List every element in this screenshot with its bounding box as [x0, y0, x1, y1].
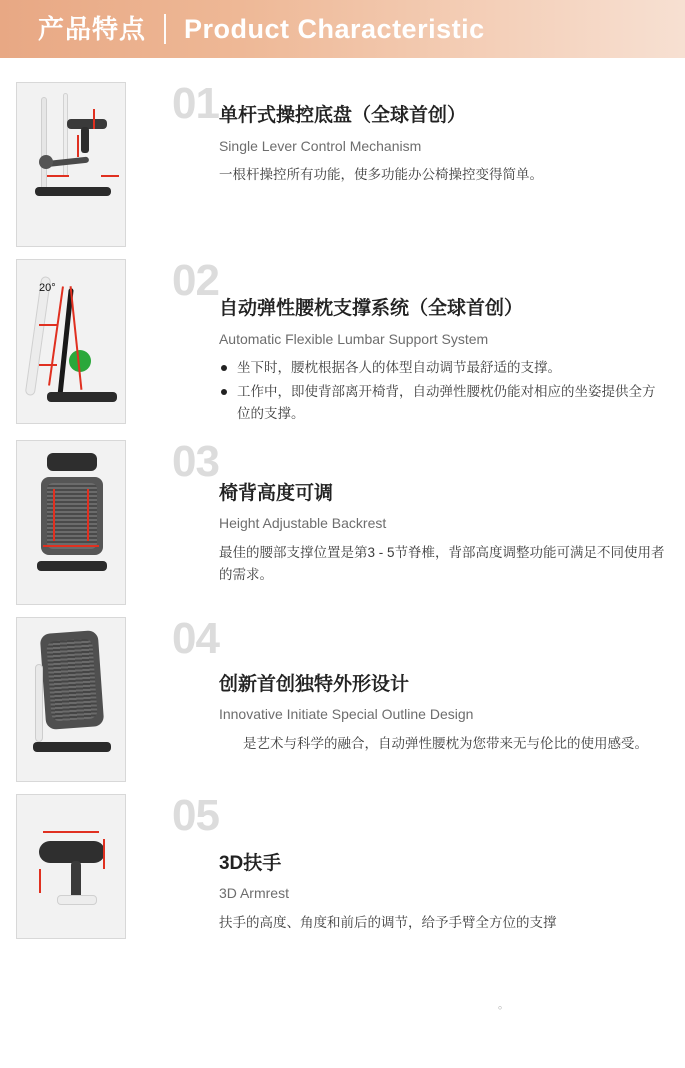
feature-row-03: [0, 436, 685, 605]
chair-illustration-icon: [17, 83, 125, 246]
feature-text-03: [219, 440, 667, 586]
chair-illustration-icon: [17, 618, 125, 781]
feature-row-04: [0, 613, 685, 782]
feature-title-en-02: Automatic Flexible Lumbar Support System: [218, 330, 489, 347]
feature-image-05: [16, 794, 126, 939]
feature-number-01: 01: [172, 79, 219, 128]
feature-text-04: [219, 617, 667, 755]
feature-title-cn-02: 自动弹性腰枕支撑系统（全球首创）: [218, 298, 523, 319]
feature-title-en-05: 3D Armrest: [218, 885, 289, 902]
feature-number-05: 05: [172, 790, 219, 840]
feature-text-01: [219, 82, 667, 186]
feature-image-03: [16, 440, 126, 605]
feature-desc-05: 扶手的高度、角度和前后的调节，给予手臂全方位的支撑: [218, 914, 557, 930]
feature-text-02: [219, 259, 667, 428]
feature-number-02: 02: [172, 256, 219, 305]
footer-mark: 。: [498, 999, 509, 1011]
feature-title-en-01: Single Lever Control Mechanism: [218, 137, 422, 154]
feature-row-02: [0, 256, 685, 428]
feature-title-cn-04: 创新首创独特外形设计: [218, 673, 409, 695]
feature-number-04: 04: [172, 613, 219, 663]
feature-title-cn-05: 3D扶手: [218, 852, 282, 874]
feature-desc-04: 是艺术与科学的融合，自动弹性腰枕为您带来无与伦比的使用感受。: [242, 735, 648, 751]
feature-image-annotation-02: 20°: [39, 282, 56, 294]
header-divider: [164, 14, 166, 44]
feature-title-en-03: Height Adjustable Backrest: [218, 515, 387, 532]
header-title-en: Product Characteristic: [184, 13, 485, 44]
feature-desc-03: 最佳的腰部支撑位置是第3 - 5节脊椎，背部高度调整功能可满足不同使用者的需求。: [218, 544, 665, 582]
feature-title-en-04: Innovative Initiate Special Outline Design: [218, 706, 474, 723]
feature-bullets-02: [219, 357, 667, 426]
page-header: [0, 0, 685, 58]
chair-illustration-icon: [17, 260, 125, 423]
feature-image-01: [16, 82, 126, 247]
chair-illustration-icon: [17, 441, 125, 604]
feature-number-03: 03: [172, 436, 219, 486]
feature-row-01: [0, 79, 685, 247]
list-item: 坐下时，腰枕根据各人的体型自动调节最舒适的支撑。: [219, 357, 667, 379]
feature-row-05: [0, 790, 685, 939]
feature-image-02: [16, 259, 126, 424]
feature-title-cn-01: 单杆式操控底盘（全球首创）: [218, 105, 466, 126]
feature-title-cn-03: 椅背高度可调: [218, 482, 333, 504]
chair-illustration-icon: [17, 795, 125, 938]
features-list: [0, 58, 685, 939]
feature-desc-01: 一根杆操控所有功能，使多功能办公椅操控变得简单。: [218, 166, 543, 182]
header-title-cn: 产品特点: [38, 14, 147, 44]
feature-image-04: [16, 617, 126, 782]
list-item: 工作中，即使背部离开椅背，自动弹性腰枕仍能对相应的坐姿提供全方位的支撑。: [219, 381, 667, 426]
feature-text-05: [219, 794, 667, 934]
